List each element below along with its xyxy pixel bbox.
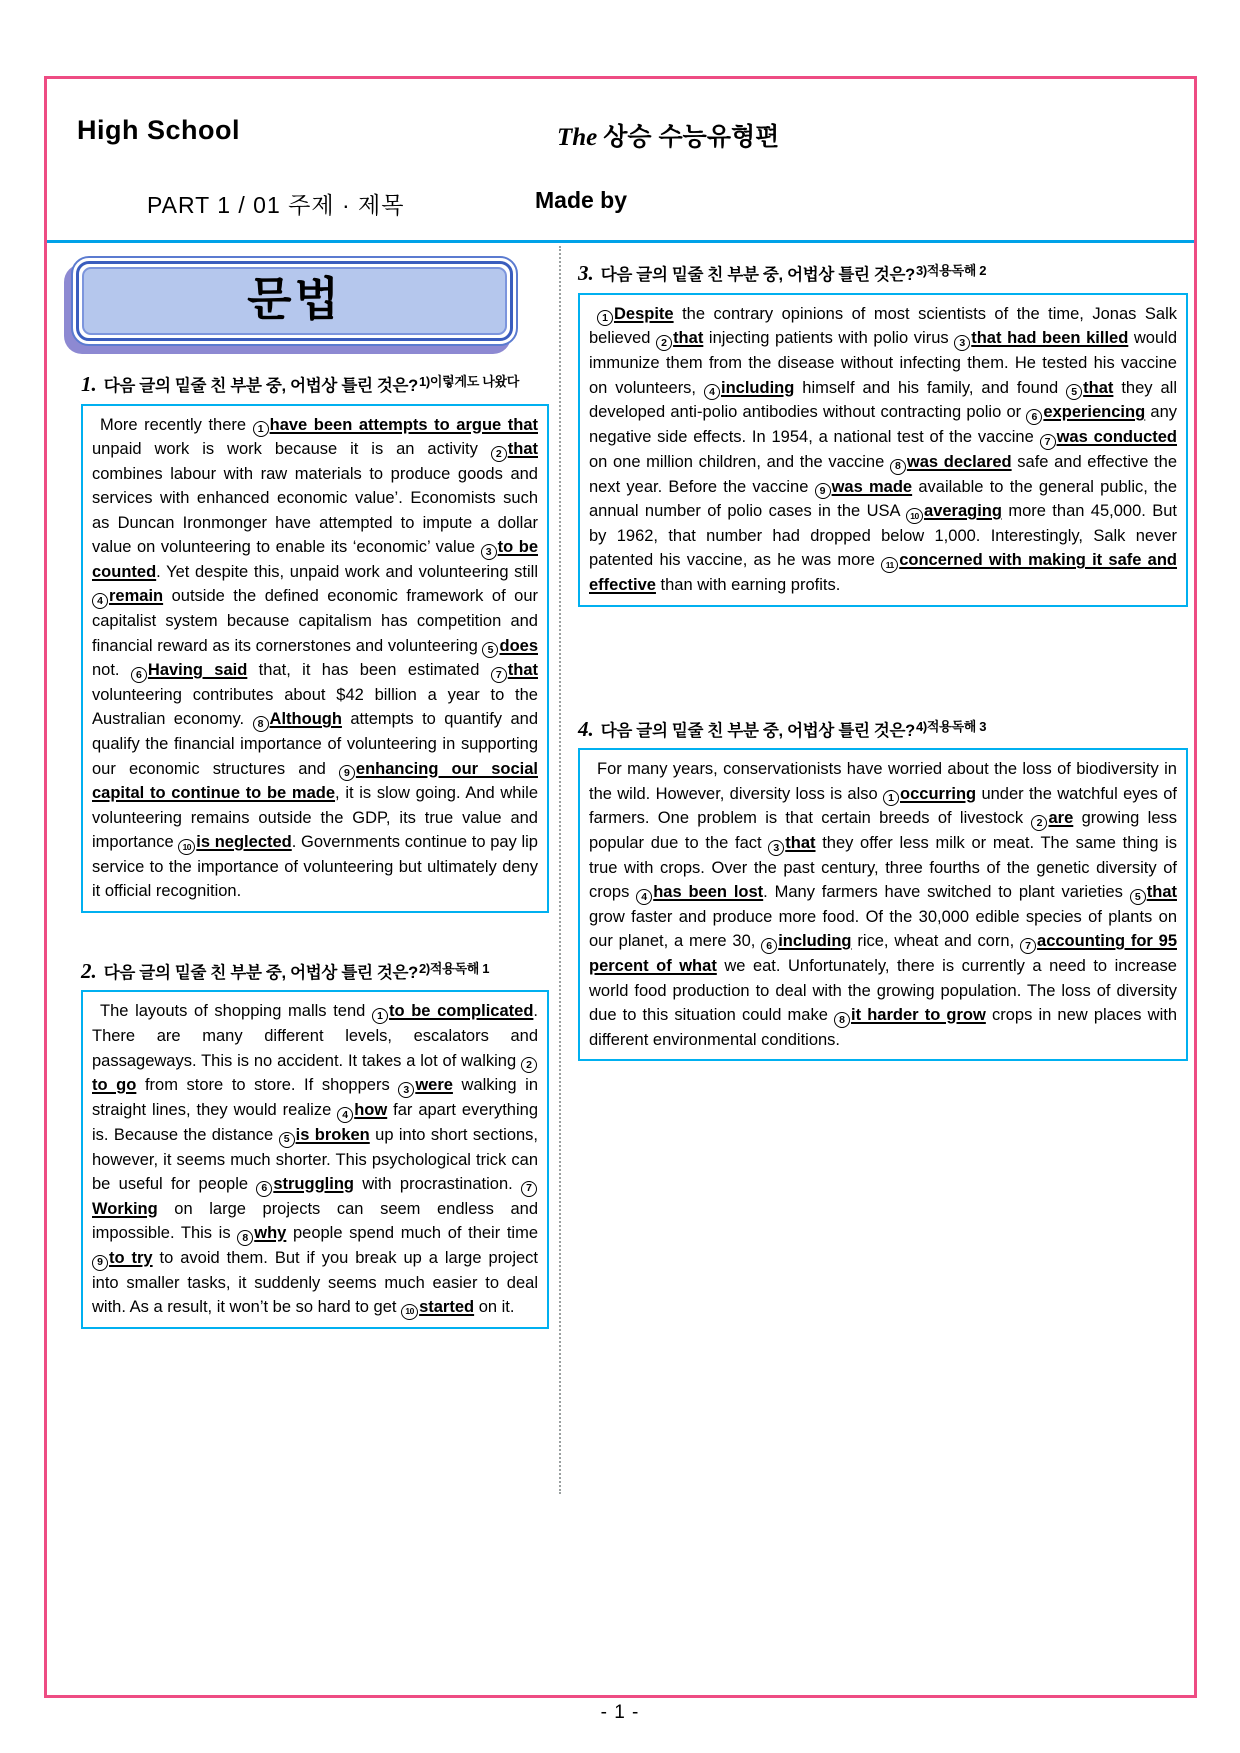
left-column: [81, 256, 549, 1329]
passage-text: grow faster and produce more food. Of the 30,000 edible species of plants on our planet, a mere 30,: [589, 908, 1177, 951]
choice-marker: 5: [1130, 889, 1146, 905]
choice-marker: 4: [92, 593, 108, 609]
underlined-choice: was declared: [906, 452, 1012, 471]
passage-text: outside the defined economic framework of our capitalist system because capitalism has competition and financial reward as its cornerstones and volunteering: [92, 587, 538, 655]
question-note-sup: 2): [418, 960, 430, 976]
underlined-choice: Despite: [614, 304, 674, 323]
underlined-choice: to go: [92, 1076, 137, 1095]
passage-text: they offer less milk or meat. The same thing is true with crops. Over the past century, three fourths of the genetic diversity of crops: [589, 834, 1177, 902]
choice-marker: 5: [1066, 384, 1082, 400]
underlined-choice: that: [785, 834, 816, 853]
question-3: [578, 263, 1188, 607]
choice-marker: 4: [337, 1107, 353, 1123]
underlined-choice: that: [507, 661, 538, 680]
passage-text: himself and his family, and found: [794, 378, 1067, 397]
passage-text: rice, wheat and corn,: [851, 932, 1021, 951]
choice-marker: 9: [815, 483, 831, 499]
question-note-sup: 3): [915, 263, 927, 278]
passage-box: [81, 990, 549, 1328]
passage-text: with procrastination.: [353, 1174, 521, 1193]
passage-text: that, it has been estimated: [247, 661, 491, 680]
header-rule: [47, 240, 1194, 243]
column-divider: [559, 246, 561, 1494]
underlined-choice: was conducted: [1056, 428, 1177, 447]
passage-text: crops in new places with different environmental conditions.: [589, 1006, 1178, 1049]
choice-marker: 5: [279, 1132, 295, 1148]
underlined-choice: it harder to grow: [851, 1006, 986, 1024]
underlined-choice: does: [499, 636, 538, 655]
header-brand-the: The: [557, 124, 598, 151]
choice-marker: 3: [768, 840, 784, 856]
underlined-choice: concerned with making it safe and effective: [589, 551, 1178, 595]
header-part-title: PART 1 / 01 주제 · 제목: [147, 192, 405, 218]
question-note: [419, 374, 519, 390]
passage-text: safe and effective the next year. Before the vaccine: [589, 452, 1177, 496]
question-4: [578, 716, 1188, 1062]
choice-marker: 2: [491, 446, 507, 462]
question-prompt-text: 다음 글의 밑줄 친 부분 중, 어법상 틀린 것은?: [600, 721, 915, 740]
choice-marker: 7: [491, 667, 507, 683]
passage-text: . Yet despite this, unpaid work and volunteering still: [156, 562, 538, 581]
question-number: 2.: [81, 958, 97, 983]
header-made-by: Made by: [535, 187, 628, 213]
passage-text: under the watchful eyes of farmers. One problem is that certain breeds of livestock: [589, 784, 1178, 828]
question-number: 3.: [578, 261, 594, 285]
passage-text: combines labour with raw materials to produce goods and services with enhanced economic value’. Economists such as Duncan Ironmonger have attempted to impute a dollar value on volunteering to enable its ‘economic’ value: [92, 465, 538, 557]
choice-marker: 3: [481, 544, 497, 560]
passage-text: people spend much of their time: [286, 1224, 539, 1243]
question-3-header: [578, 263, 1188, 286]
choice-marker: 9: [339, 765, 355, 781]
underlined-choice: including: [778, 932, 852, 951]
question-number: 1.: [81, 371, 97, 396]
question-prompt-text: 다음 글의 밑줄 친 부분 중, 어법상 틀린 것은?: [600, 266, 915, 284]
choice-marker: 3: [398, 1082, 414, 1098]
choice-marker: 2: [1031, 815, 1047, 831]
question-2: [81, 958, 549, 1329]
choice-marker: 10: [178, 839, 195, 855]
choice-marker: 1: [883, 790, 899, 806]
passage-text: available to the general public, the annual number of polio cases in the USA: [589, 477, 1177, 521]
underlined-choice: struggling: [273, 1174, 354, 1193]
passage-box: [81, 404, 549, 913]
underlined-choice: why: [254, 1224, 287, 1243]
choice-marker: 4: [704, 384, 720, 400]
passage-text: from store to store. If shoppers: [136, 1076, 399, 1095]
question-prompt-text: 다음 글의 밑줄 친 부분 중, 어법상 틀린 것은?: [103, 963, 418, 982]
page-frame: [44, 76, 1197, 1698]
passage-text: any negative side effects. In 1954, a national test of the vaccine: [589, 403, 1178, 447]
passage-text: growing less popular due to the fact: [589, 809, 1177, 853]
question-1: [81, 371, 549, 913]
header-brand-korean: 상승 수능유형편: [603, 123, 780, 151]
header-brand: [557, 117, 779, 153]
passage-text: not.: [92, 661, 131, 680]
grammar-title-box: [71, 256, 518, 346]
passage-text: than with earning profits.: [655, 576, 841, 595]
right-column: [578, 263, 1188, 1061]
choice-marker: 8: [237, 1230, 253, 1246]
choice-marker: 6: [131, 667, 147, 683]
question-note-text: 이렇게도 나왔다: [429, 373, 520, 389]
choice-marker: 9: [92, 1255, 108, 1271]
grammar-title-box-mid: [76, 261, 513, 341]
passage-text: far apart everything is. Because the distance: [92, 1101, 538, 1144]
choice-marker: 7: [1020, 938, 1036, 954]
passage-box: [578, 748, 1188, 1061]
choice-marker: 10: [906, 508, 923, 524]
underlined-choice: experiencing: [1043, 403, 1146, 422]
underlined-choice: how: [354, 1101, 388, 1120]
passage-text: injecting patients with polio virus: [703, 329, 955, 348]
passage-text: For many years, conservationists have worried about the loss of biodiversity in the wild. However, diversity loss is also: [589, 760, 1177, 803]
choice-marker: 7: [1040, 434, 1056, 450]
underlined-choice: that: [673, 329, 704, 348]
choice-marker: 8: [253, 716, 269, 732]
choice-marker: 7: [521, 1181, 537, 1197]
page-number: - 1 -: [600, 1702, 640, 1723]
choice-marker: 2: [521, 1057, 537, 1073]
header-school-title: High School: [77, 115, 240, 145]
choice-marker: 2: [656, 335, 672, 351]
underlined-choice: occurring: [900, 784, 977, 803]
underlined-choice: were: [415, 1076, 453, 1095]
underlined-choice: has been lost: [653, 883, 764, 902]
underlined-choice: to be counted: [92, 538, 538, 581]
underlined-choice: remain: [109, 587, 164, 606]
choice-marker: 3: [954, 335, 970, 351]
choice-marker: 1: [253, 421, 269, 437]
underlined-choice: Having said: [147, 661, 248, 680]
question-prompt: [601, 265, 986, 286]
passage-text: More recently there: [100, 415, 253, 434]
passage-text: The layouts of shopping malls tend: [100, 1002, 372, 1021]
passage-text: . Many farmers have switched to plant varieties: [763, 883, 1130, 902]
question-prompt: [103, 373, 520, 397]
question-note-sup: 4): [915, 718, 927, 734]
question-note-text: 적용독해 2: [926, 263, 987, 278]
underlined-choice: enhancing our social capital to continue to be made: [92, 759, 538, 803]
passage-text: attempts to quantify and qualify the financial importance of volunteering in supporting our economic structures and: [92, 710, 538, 778]
question-note: [916, 263, 986, 279]
choice-marker: 1: [597, 310, 613, 326]
underlined-choice: to be complicated: [388, 1002, 534, 1021]
question-note: [419, 961, 489, 977]
question-note-text: 적용독해 3: [926, 718, 987, 734]
underlined-choice: to try: [109, 1248, 153, 1267]
question-1-header: [81, 371, 549, 397]
question-note-sup: 1): [418, 373, 430, 389]
passage-text: unpaid work is work because it is an activity: [92, 440, 491, 459]
passage-text: up into short sections, however, it seems much shorter. This psychological trick can be useful for people: [92, 1125, 539, 1193]
question-prompt: [600, 718, 987, 742]
underlined-choice: is broken: [295, 1125, 370, 1144]
choice-marker: 11: [881, 557, 898, 573]
underlined-choice: including: [720, 378, 795, 397]
choice-marker: 8: [890, 459, 906, 475]
passage-text: on large projects can seem endless and impossible. This is: [92, 1199, 538, 1243]
choice-marker: 8: [834, 1012, 850, 1028]
underlined-choice: that: [507, 440, 538, 459]
question-prompt: [103, 960, 490, 984]
passage-text: more than 45,000. But by 1962, that number had dropped below 1,000. Interestingly, Salk never patented his vaccine, as he was more: [589, 502, 1177, 570]
choice-marker: 4: [636, 889, 652, 905]
grammar-title: 문법: [247, 273, 342, 325]
passage-text: . Governments continue to pay lip service to the importance of volunteering but ultimately deny it official recognition.: [92, 833, 538, 901]
question-note-text: 적용독해 1: [429, 960, 490, 976]
underlined-choice: Working: [92, 1199, 158, 1218]
passage-text: we eat. Unfortunately, there is currently a need to increase world food production to deal with the growing population. The loss of diversity due to this situation could make: [589, 957, 1177, 1024]
choice-marker: 5: [482, 642, 498, 658]
underlined-choice: that: [1083, 378, 1114, 397]
underlined-choice: are: [1048, 809, 1074, 828]
passage-text: volunteering contributes about $42 billion a year to the Australian economy.: [92, 686, 538, 729]
question-number: 4.: [578, 716, 594, 741]
underlined-choice: was made: [831, 477, 913, 496]
passage-box: [578, 293, 1188, 607]
underlined-choice: accounting for 95 percent of what: [589, 932, 1177, 976]
choice-marker: 10: [401, 1304, 418, 1320]
passage-text: to avoid them. But if you break up a large project into smaller tasks, it suddenly seems much easier to deal with. As a result, it won’t be so hard to get: [92, 1248, 538, 1316]
passage-text: would immunize them from the disease without infecting them. He tested his vaccine on volunteers,: [589, 329, 1177, 397]
passage-text: . There are many different levels, escalators and passageways. This is no accident. It takes a lot of walking: [92, 1002, 538, 1070]
choice-marker: 1: [372, 1008, 388, 1024]
choice-marker: 6: [1026, 409, 1042, 425]
passage-text: they all developed anti-polio antibodies without contracting polio or: [589, 378, 1177, 422]
underlined-choice: averaging: [924, 502, 1002, 521]
choice-marker: 6: [761, 938, 777, 954]
passage-text: walking in straight lines, they would realize: [92, 1076, 538, 1120]
question-note: [916, 719, 986, 735]
passage-text: the contrary opinions of most scientists of the time, Jonas Salk believed: [589, 304, 1177, 348]
underlined-choice: have been attempts to argue that: [269, 415, 538, 434]
underlined-choice: that: [1146, 883, 1177, 902]
underlined-choice: Although: [269, 710, 342, 729]
grammar-title-box-inner: [82, 267, 507, 335]
underlined-choice: is neglected: [196, 833, 292, 852]
question-prompt-text: 다음 글의 밑줄 친 부분 중, 어법상 틀린 것은?: [103, 376, 418, 395]
choice-marker: 6: [256, 1181, 272, 1197]
underlined-choice: that had been killed: [971, 329, 1129, 348]
question-2-header: [81, 958, 549, 984]
underlined-choice: started: [419, 1297, 475, 1316]
passage-text: on one million children, and the vaccine: [589, 452, 890, 471]
passage-text: on it.: [474, 1297, 515, 1316]
question-4-header: [578, 716, 1188, 742]
passage-text: , it is slow going. And while volunteering remains outside the GDP, its true value and importance: [92, 784, 538, 852]
